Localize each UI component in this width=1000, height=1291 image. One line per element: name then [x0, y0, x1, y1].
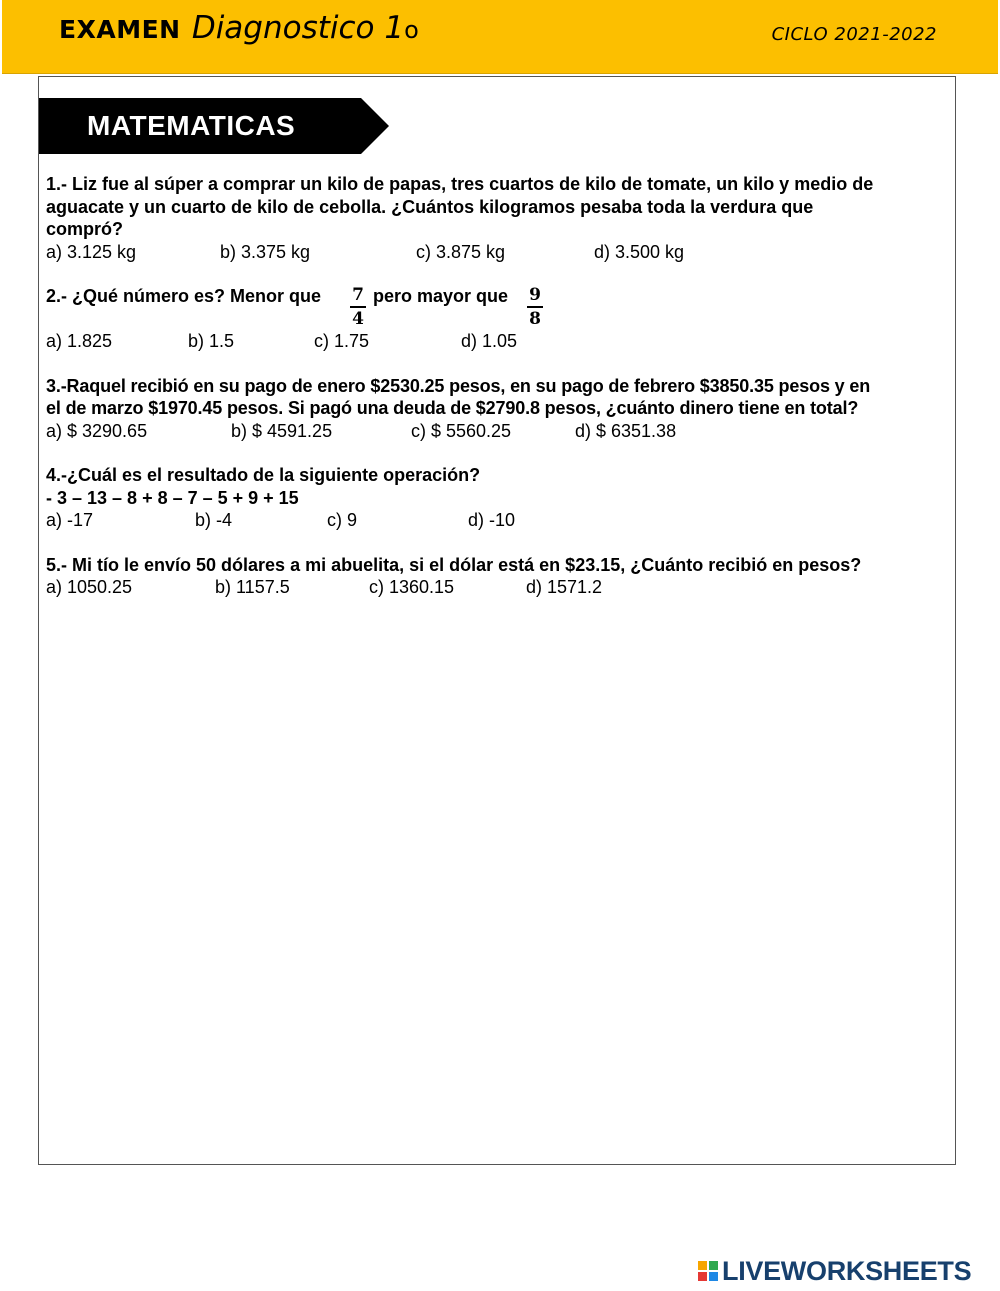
answer-option-d[interactable]: d) 1.05	[461, 331, 518, 351]
liveworksheets-logo[interactable]	[697, 1256, 971, 1286]
header-bar	[2, 0, 998, 74]
answer-option-d[interactable]: d) 1571.2	[526, 577, 603, 597]
logo-mark-icon	[697, 1260, 719, 1282]
exam-title	[59, 10, 419, 46]
section-title: MATEMATICAS	[87, 110, 296, 141]
question-1	[46, 173, 961, 263]
question-2	[46, 285, 961, 353]
answer-option-b[interactable]: b) $ 4591.25	[231, 420, 333, 441]
fraction-nine-eighths	[527, 285, 543, 330]
fraction-denominator: 4	[352, 309, 364, 329]
answer-option-c[interactable]: c) 1360.15	[369, 577, 455, 597]
logo-square	[697, 1260, 708, 1271]
question-5	[46, 554, 961, 599]
fraction-seven-fourths	[350, 285, 366, 330]
question-text-line	[46, 285, 961, 330]
answer-options	[46, 576, 961, 599]
question-4	[46, 464, 961, 532]
answer-option-b[interactable]: b) -4	[195, 510, 233, 530]
fraction-numerator: 7	[350, 285, 366, 308]
question-text-line: compró?	[46, 219, 124, 239]
fraction-numerator: 9	[527, 285, 543, 308]
question-text-start: 2.- ¿Qué número es? Menor que	[46, 286, 322, 306]
answer-option-c[interactable]: c) 1.75	[314, 331, 370, 351]
fraction-denominator: 8	[529, 309, 541, 329]
question-text-line: el de marzo $1970.45 pesos. Si pagó una deuda de $2790.8 pesos, ¿cuánto dinero tiene en total?	[46, 398, 859, 418]
answer-option-a[interactable]: a) 1050.25	[46, 577, 133, 597]
logo-square	[708, 1271, 719, 1282]
grade-suffix: o	[404, 16, 419, 44]
question-text-line: 4.-¿Cuál es el resultado de la siguiente operación?	[46, 465, 481, 485]
answer-option-d[interactable]: d) -10	[468, 510, 516, 530]
answer-options	[46, 509, 961, 532]
question-text-line: aguacate y un cuarto de kilo de cebolla. ¿Cuántos kilogramos pesaba toda la verdura que	[46, 196, 814, 217]
answer-options	[46, 330, 961, 353]
logo-square	[708, 1260, 719, 1271]
operation-expression: - 3 – 13 – 8 + 8 – 7 – 5 + 9 + 15	[46, 487, 299, 508]
answer-option-b[interactable]: b) 1157.5	[215, 577, 290, 597]
answer-option-a[interactable]: a) 3.125 kg	[46, 241, 137, 262]
answer-option-a[interactable]: a) 1.825	[46, 331, 113, 351]
question-text-middle: pero mayor que	[373, 286, 509, 306]
exam-label: EXAMEN	[59, 15, 181, 44]
answer-option-d[interactable]: d) 3.500 kg	[594, 241, 685, 262]
answer-option-c[interactable]: c) $ 5560.25	[411, 420, 512, 441]
section-banner	[39, 98, 389, 154]
answer-options	[46, 420, 961, 443]
diagnostic-label: Diagnostico 1	[191, 10, 405, 46]
school-cycle: CICLO 2021-2022	[771, 24, 937, 45]
answer-options	[46, 241, 961, 264]
question-text-line: 3.-Raquel recibió en su pago de enero $2530.25 pesos, en su pago de febrero $3850.35 pesos y en	[46, 375, 871, 396]
answer-option-c[interactable]: c) 3.875 kg	[416, 241, 506, 262]
answer-option-d[interactable]: d) $ 6351.38	[575, 420, 677, 441]
answer-option-a[interactable]: a) $ 3290.65	[46, 420, 148, 441]
answer-option-c[interactable]: c) 9	[327, 510, 358, 530]
question-3	[46, 375, 961, 443]
question-text	[46, 285, 321, 308]
answer-option-a[interactable]: a) -17	[46, 510, 94, 530]
question-text-line: 1.- Liz fue al súper a comprar un kilo de papas, tres cuartos de kilo de tomate, un kilo y medio de	[46, 174, 874, 194]
questions-list	[46, 173, 961, 621]
question-text-line: 5.- Mi tío le envío 50 dólares a mi abuelita, si el dólar está en $23.15, ¿Cuánto recibió en pesos?	[46, 554, 862, 575]
answer-option-b[interactable]: b) 3.375 kg	[220, 241, 311, 262]
logo-square	[697, 1271, 708, 1282]
answer-option-b[interactable]: b) 1.5	[188, 331, 235, 351]
logo-text: LIVEWORKSHEETS	[722, 1255, 972, 1286]
